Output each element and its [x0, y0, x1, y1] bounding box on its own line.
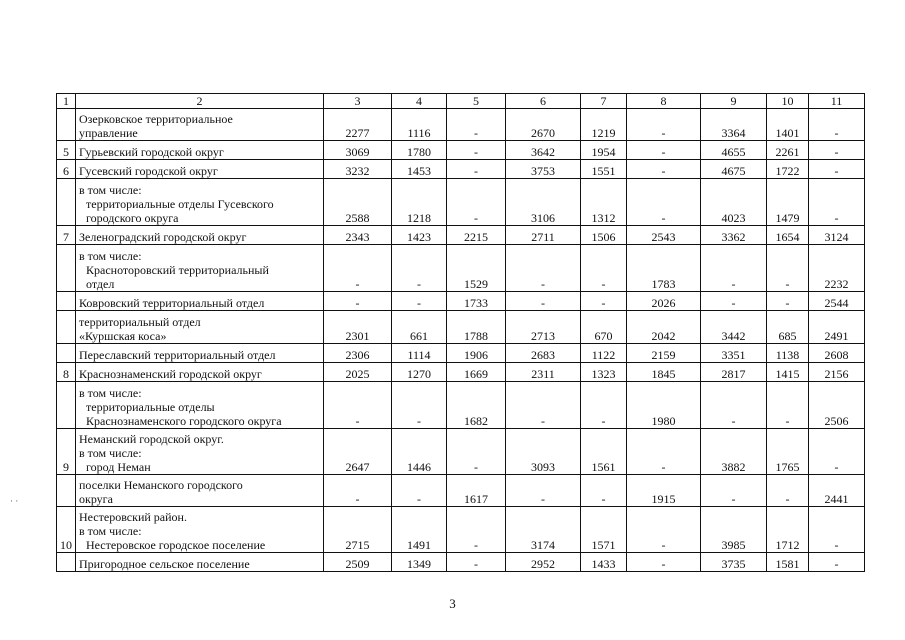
row-label-line: поселки Неманского городского: [79, 478, 243, 492]
cell-col-6: 3106: [506, 179, 581, 226]
row-label-line: отдел: [86, 277, 115, 291]
cell-col-8: -: [627, 553, 701, 572]
row-label: [76, 311, 324, 344]
cell-col-9: -: [701, 245, 767, 292]
cell-col-3: 2301: [324, 311, 392, 344]
cell-col-11: -: [809, 141, 865, 160]
row-label-line: городского округа: [86, 211, 179, 225]
cell-col-3: -: [324, 245, 392, 292]
cell-col-9: 3882: [701, 429, 767, 475]
cell-col-4: 661: [392, 311, 447, 344]
table-row: [57, 475, 865, 507]
cell-col-9: 3442: [701, 311, 767, 344]
cell-col-6: 2670: [506, 109, 581, 141]
cell-col-8: -: [627, 429, 701, 475]
cell-col-11: 2491: [809, 311, 865, 344]
page-number: 3: [449, 596, 456, 611]
cell-col-6: -: [506, 475, 581, 507]
row-label-line: Неманский городской округ.: [79, 432, 224, 446]
cell-col-8: 1783: [627, 245, 701, 292]
row-label: [76, 179, 324, 226]
cell-col-5: 1906: [447, 344, 506, 363]
row-number: 6: [57, 160, 76, 179]
table-row: [57, 382, 865, 429]
table-row: [57, 245, 865, 292]
cell-col-8: -: [627, 141, 701, 160]
cell-col-6: -: [506, 382, 581, 429]
cell-col-7: 1122: [581, 344, 627, 363]
cell-col-10: 1654: [767, 226, 809, 245]
row-label: [76, 109, 324, 141]
table-row: [57, 160, 865, 179]
cell-col-7: 1506: [581, 226, 627, 245]
cell-col-5: 1617: [447, 475, 506, 507]
cell-col-6: 2711: [506, 226, 581, 245]
row-label-line: Нестеровский район.: [79, 510, 187, 524]
cell-col-10: 1581: [767, 553, 809, 572]
table-body: [57, 109, 865, 572]
cell-col-8: 2543: [627, 226, 701, 245]
cell-col-11: 2441: [809, 475, 865, 507]
cell-col-7: 1323: [581, 363, 627, 382]
cell-col-8: -: [627, 507, 701, 553]
row-label: [76, 363, 324, 382]
table-row: [57, 553, 865, 572]
cell-col-10: 685: [767, 311, 809, 344]
cell-col-8: -: [627, 109, 701, 141]
cell-col-10: 1479: [767, 179, 809, 226]
cell-col-8: 2026: [627, 292, 701, 311]
row-number: [57, 311, 76, 344]
cell-col-7: -: [581, 245, 627, 292]
cell-col-4: 1349: [392, 553, 447, 572]
cell-col-4: -: [392, 245, 447, 292]
cell-col-3: 3232: [324, 160, 392, 179]
cell-col-10: 2261: [767, 141, 809, 160]
cell-col-10: 1722: [767, 160, 809, 179]
column-header-6: 6: [506, 94, 581, 109]
row-label: [76, 507, 324, 553]
cell-col-11: -: [809, 507, 865, 553]
row-number: 8: [57, 363, 76, 382]
cell-col-6: -: [506, 292, 581, 311]
table-row: [57, 344, 865, 363]
cell-col-7: 1561: [581, 429, 627, 475]
cell-col-11: -: [809, 179, 865, 226]
cell-col-4: -: [392, 475, 447, 507]
cell-col-6: 3174: [506, 507, 581, 553]
column-header-11: 11: [809, 94, 865, 109]
row-label-line: Гусевский городской округ: [79, 164, 218, 178]
cell-col-9: 4675: [701, 160, 767, 179]
cell-col-4: 1114: [392, 344, 447, 363]
table-row: [57, 226, 865, 245]
row-label-line: территориальные отделы: [86, 400, 215, 414]
row-number: 5: [57, 141, 76, 160]
cell-col-9: -: [701, 475, 767, 507]
cell-col-6: -: [506, 245, 581, 292]
row-number: 10: [57, 507, 76, 553]
cell-col-10: 1765: [767, 429, 809, 475]
row-number: [57, 179, 76, 226]
column-header-8: 8: [627, 94, 701, 109]
row-label-line: управление: [79, 126, 138, 140]
cell-col-9: 3735: [701, 553, 767, 572]
row-label: [76, 141, 324, 160]
row-label-line: в том числе:: [79, 524, 142, 538]
row-number: [57, 475, 76, 507]
cell-col-11: 2156: [809, 363, 865, 382]
cell-col-6: 3753: [506, 160, 581, 179]
cell-col-11: 2608: [809, 344, 865, 363]
cell-col-5: -: [447, 507, 506, 553]
row-label: [76, 160, 324, 179]
row-label-line: Краснознаменского городского округа: [86, 414, 282, 428]
cell-col-8: 1915: [627, 475, 701, 507]
cell-col-6: 3093: [506, 429, 581, 475]
table-row: [57, 179, 865, 226]
cell-col-4: -: [392, 292, 447, 311]
cell-col-11: -: [809, 553, 865, 572]
cell-col-3: 2343: [324, 226, 392, 245]
cell-col-7: 1312: [581, 179, 627, 226]
table-row: [57, 109, 865, 141]
table-row: [57, 363, 865, 382]
row-label: [76, 429, 324, 475]
cell-col-7: 670: [581, 311, 627, 344]
cell-col-5: -: [447, 179, 506, 226]
cell-col-9: 4655: [701, 141, 767, 160]
row-label-line: Озерковское территориальное: [79, 112, 233, 126]
cell-col-5: 1669: [447, 363, 506, 382]
cell-col-5: 1529: [447, 245, 506, 292]
row-number: [57, 109, 76, 141]
table-row: [57, 311, 865, 344]
cell-col-7: 1219: [581, 109, 627, 141]
cell-col-6: 2952: [506, 553, 581, 572]
cell-col-5: -: [447, 160, 506, 179]
cell-col-5: 1733: [447, 292, 506, 311]
row-label: [76, 292, 324, 311]
cell-col-11: -: [809, 429, 865, 475]
cell-col-3: 2277: [324, 109, 392, 141]
cell-col-5: 1682: [447, 382, 506, 429]
data-table: [56, 93, 865, 572]
cell-col-8: -: [627, 179, 701, 226]
row-number: [57, 292, 76, 311]
cell-col-5: -: [447, 553, 506, 572]
column-header-4: 4: [392, 94, 447, 109]
row-label-line: Пригородное сельское поселение: [79, 557, 250, 571]
cell-col-5: -: [447, 429, 506, 475]
column-header-1: 1: [57, 94, 76, 109]
cell-col-4: 1491: [392, 507, 447, 553]
column-header-9: 9: [701, 94, 767, 109]
cell-col-4: 1446: [392, 429, 447, 475]
cell-col-10: 1401: [767, 109, 809, 141]
row-label-line: «Куршская коса»: [79, 329, 167, 343]
cell-col-8: 2159: [627, 344, 701, 363]
row-label-line: в том числе:: [79, 386, 142, 400]
row-label-line: территориальный отдел: [79, 315, 201, 329]
row-number: [57, 553, 76, 572]
cell-col-5: 2215: [447, 226, 506, 245]
cell-col-4: 1453: [392, 160, 447, 179]
row-label: [76, 226, 324, 245]
row-number: [57, 245, 76, 292]
cell-col-10: 1138: [767, 344, 809, 363]
cell-col-8: -: [627, 160, 701, 179]
cell-col-4: -: [392, 382, 447, 429]
row-label-line: Зеленоградский городской округ: [79, 230, 247, 244]
cell-col-9: 2817: [701, 363, 767, 382]
cell-col-10: 1712: [767, 507, 809, 553]
cell-col-9: 3362: [701, 226, 767, 245]
cell-col-3: 2025: [324, 363, 392, 382]
cell-col-6: 2683: [506, 344, 581, 363]
cell-col-10: -: [767, 475, 809, 507]
row-label: [76, 382, 324, 429]
column-header-2: 2: [76, 94, 324, 109]
cell-col-11: -: [809, 109, 865, 141]
cell-col-7: 1433: [581, 553, 627, 572]
cell-col-11: 3124: [809, 226, 865, 245]
row-label-line: Ковровский территориальный отдел: [79, 296, 265, 310]
cell-col-9: -: [701, 292, 767, 311]
column-header-3: 3: [324, 94, 392, 109]
row-label-line: город Неман: [86, 460, 151, 474]
cell-col-9: -: [701, 382, 767, 429]
cell-col-9: 4023: [701, 179, 767, 226]
row-label: [76, 475, 324, 507]
row-label-line: территориальные отделы Гусевского: [86, 197, 274, 211]
table-row: [57, 292, 865, 311]
cell-col-11: -: [809, 160, 865, 179]
cell-col-6: 2713: [506, 311, 581, 344]
cell-col-4: 1780: [392, 141, 447, 160]
cell-col-8: 1980: [627, 382, 701, 429]
cell-col-4: 1218: [392, 179, 447, 226]
row-label: [76, 553, 324, 572]
column-header-7: 7: [581, 94, 627, 109]
row-label-line: Гурьевский городской округ: [79, 145, 224, 159]
cell-col-10: 1415: [767, 363, 809, 382]
cell-col-10: -: [767, 292, 809, 311]
row-label: [76, 245, 324, 292]
cell-col-8: 2042: [627, 311, 701, 344]
cell-col-3: 2647: [324, 429, 392, 475]
row-label-line: Нестеровское городское поселение: [86, 538, 266, 552]
row-label-line: Красноторовский территориальный: [86, 263, 269, 277]
cell-col-3: 2715: [324, 507, 392, 553]
cell-col-6: 3642: [506, 141, 581, 160]
cell-col-7: -: [581, 292, 627, 311]
cell-col-3: 2306: [324, 344, 392, 363]
cell-col-7: -: [581, 475, 627, 507]
header-row: [57, 94, 865, 109]
row-label: [76, 344, 324, 363]
cell-col-4: 1116: [392, 109, 447, 141]
cell-col-4: 1423: [392, 226, 447, 245]
row-number: 7: [57, 226, 76, 245]
row-number: 9: [57, 429, 76, 475]
cell-col-9: 3364: [701, 109, 767, 141]
row-label-line: округа: [79, 492, 113, 506]
cell-col-4: 1270: [392, 363, 447, 382]
cell-col-11: 2232: [809, 245, 865, 292]
cell-col-11: 2544: [809, 292, 865, 311]
cell-col-5: 1788: [447, 311, 506, 344]
cell-col-7: -: [581, 382, 627, 429]
row-label-line: Переславский территориальный отдел: [79, 348, 276, 362]
cell-col-3: -: [324, 475, 392, 507]
row-label-line: Краснознаменский городской округ: [79, 367, 262, 381]
cell-col-3: 3069: [324, 141, 392, 160]
row-number: [57, 382, 76, 429]
cell-col-11: 2506: [809, 382, 865, 429]
cell-col-3: -: [324, 292, 392, 311]
row-label-line: в том числе:: [79, 446, 142, 460]
cell-col-7: 1551: [581, 160, 627, 179]
cell-col-6: 2311: [506, 363, 581, 382]
cell-col-9: 3351: [701, 344, 767, 363]
margin-mark: · ·: [10, 496, 19, 506]
row-number: [57, 344, 76, 363]
row-label-line: в том числе:: [79, 249, 142, 263]
column-header-10: 10: [767, 94, 809, 109]
cell-col-3: -: [324, 382, 392, 429]
cell-col-5: -: [447, 141, 506, 160]
cell-col-3: 2588: [324, 179, 392, 226]
row-label-line: в том числе:: [79, 183, 142, 197]
column-header-5: 5: [447, 94, 506, 109]
cell-col-10: -: [767, 382, 809, 429]
table-row: [57, 507, 865, 553]
cell-col-3: 2509: [324, 553, 392, 572]
table-row: [57, 429, 865, 475]
cell-col-5: -: [447, 109, 506, 141]
cell-col-8: 1845: [627, 363, 701, 382]
cell-col-10: -: [767, 245, 809, 292]
cell-col-7: 1571: [581, 507, 627, 553]
cell-col-7: 1954: [581, 141, 627, 160]
cell-col-9: 3985: [701, 507, 767, 553]
table-row: [57, 141, 865, 160]
